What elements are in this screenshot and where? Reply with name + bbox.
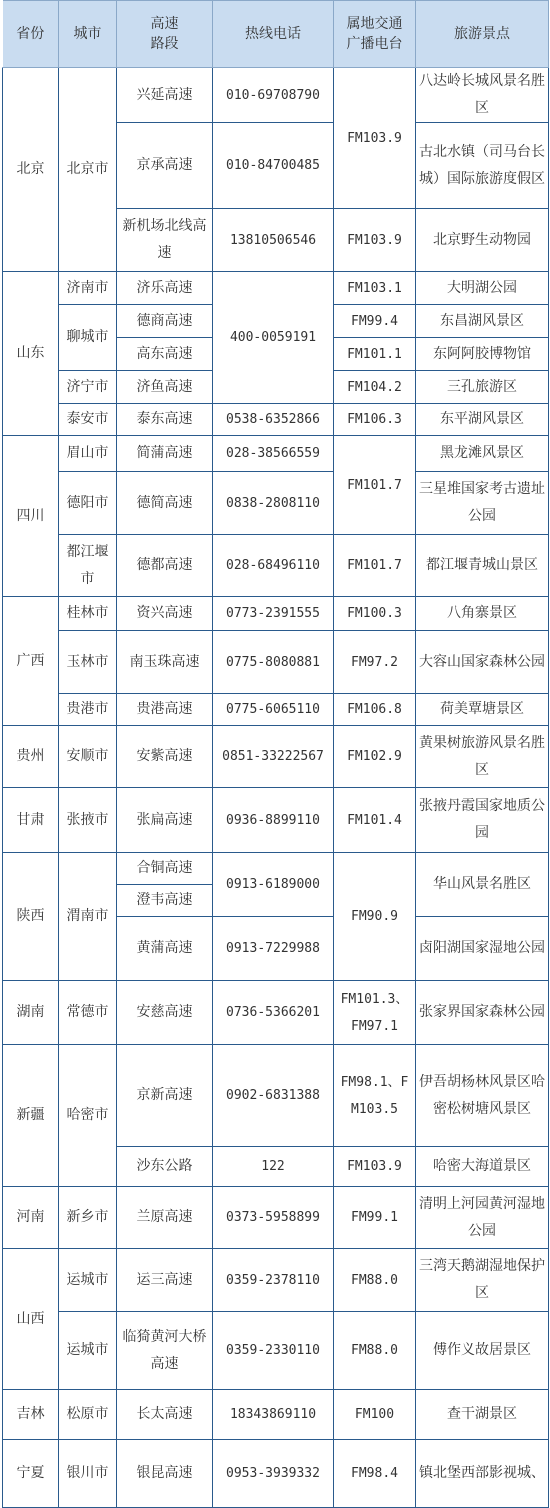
phone-cell: 0736-5366201: [213, 981, 334, 1045]
road-cell: 高东高速: [117, 338, 213, 371]
scenic-cell: 东平湖风景区: [416, 404, 549, 436]
phone-cell: 028-38566559: [213, 436, 334, 472]
radio-cell: FM103.9: [334, 68, 416, 209]
radio-cell: FM103.9: [334, 1147, 416, 1187]
radio-cell: FM103.1: [334, 272, 416, 305]
road-cell: 济乐高速: [117, 272, 213, 305]
scenic-cell: 八达岭长城风景名胜区: [416, 68, 549, 123]
road-cell: 泰东高速: [117, 404, 213, 436]
radio-cell: FM100.3: [334, 597, 416, 631]
scenic-cell: 傅作义故居景区: [416, 1312, 549, 1390]
scenic-cell: 都江堰青城山景区: [416, 535, 549, 597]
road-cell: 贵港高速: [117, 694, 213, 726]
table-row: [3, 1390, 549, 1440]
phone-cell: 0913-6189000: [213, 853, 334, 917]
radio-cell: FM88.0: [334, 1312, 416, 1390]
phone-cell: 400-0059191: [213, 272, 334, 404]
table-row: [3, 1440, 549, 1508]
road-cell: 安慈高速: [117, 981, 213, 1045]
city-cell: 运城市: [59, 1312, 117, 1390]
radio-cell: FM88.0: [334, 1249, 416, 1312]
radio-cell: FM101.7: [334, 436, 416, 535]
table-row: [3, 1312, 549, 1390]
province-cell: 北京: [3, 68, 59, 272]
radio-cell: FM106.3: [334, 404, 416, 436]
table-row: [3, 436, 549, 472]
phone-cell: 0902-6831388: [213, 1045, 334, 1147]
radio-cell: FM102.9: [334, 726, 416, 788]
table-row: [3, 1249, 549, 1312]
table-row: [3, 472, 549, 535]
scenic-cell: 查干湖景区: [416, 1390, 549, 1440]
radio-cell: FM101.4: [334, 788, 416, 853]
scenic-cell: 黑龙滩风景区: [416, 436, 549, 472]
city-cell: 常德市: [59, 981, 117, 1045]
city-cell: 都江堰市: [59, 535, 117, 597]
province-cell: 陕西: [3, 853, 59, 981]
province-cell: 吉林: [3, 1390, 59, 1440]
scenic-cell: 张家界国家森林公园: [416, 981, 549, 1045]
table-row: [3, 726, 549, 788]
road-cell: 安紫高速: [117, 726, 213, 788]
table-row: [3, 1187, 549, 1249]
province-cell: 贵州: [3, 726, 59, 788]
road-cell: 兰原高速: [117, 1187, 213, 1249]
road-cell: 长太高速: [117, 1390, 213, 1440]
road-cell: 德商高速: [117, 305, 213, 338]
scenic-cell: 伊吾胡杨林风景区哈密松树塘风景区: [416, 1045, 549, 1147]
radio-cell: FM101.3、FM97.1: [334, 981, 416, 1045]
table-row: [3, 1045, 549, 1147]
header-province: 省份: [3, 1, 59, 68]
city-cell: 新乡市: [59, 1187, 117, 1249]
road-cell: 新机场北线高速: [117, 209, 213, 272]
scenic-cell: 镇北堡西部影视城、: [416, 1440, 549, 1508]
scenic-cell: 八角寨景区: [416, 597, 549, 631]
city-cell: 安顺市: [59, 726, 117, 788]
table-row: [3, 597, 549, 631]
city-cell: 哈密市: [59, 1045, 117, 1187]
city-cell: 济宁市: [59, 371, 117, 404]
scenic-cell: 北京野生动物园: [416, 209, 549, 272]
radio-cell: FM90.9: [334, 853, 416, 981]
header-city: 城市: [59, 1, 117, 68]
radio-cell: FM100: [334, 1390, 416, 1440]
phone-cell: 18343869110: [213, 1390, 334, 1440]
radio-cell: FM103.9: [334, 209, 416, 272]
table-row: [3, 272, 549, 305]
city-cell: 贵港市: [59, 694, 117, 726]
table-row: [3, 981, 549, 1045]
radio-cell: FM101.1: [334, 338, 416, 371]
scenic-cell: 张掖丹霞国家地质公园: [416, 788, 549, 853]
radio-cell: FM99.4: [334, 305, 416, 338]
table-row: [3, 788, 549, 853]
phone-cell: 0538-6352866: [213, 404, 334, 436]
road-cell: 资兴高速: [117, 597, 213, 631]
province-cell: 山西: [3, 1249, 59, 1390]
phone-cell: 0913-7229988: [213, 917, 334, 981]
phone-cell: 0775-6065110: [213, 694, 334, 726]
province-cell: 新疆: [3, 1045, 59, 1187]
road-cell: 黄蒲高速: [117, 917, 213, 981]
province-cell: 甘肃: [3, 788, 59, 853]
city-cell: 德阳市: [59, 472, 117, 535]
province-cell: 河南: [3, 1187, 59, 1249]
road-cell: 临猗黄河大桥高速: [117, 1312, 213, 1390]
road-cell: 德简高速: [117, 472, 213, 535]
city-cell: 眉山市: [59, 436, 117, 472]
scenic-cell: 卤阳湖国家湿地公园: [416, 917, 549, 981]
city-cell: 济南市: [59, 272, 117, 305]
radio-cell: FM98.1、FM103.5: [334, 1045, 416, 1147]
road-cell: 简蒲高速: [117, 436, 213, 472]
city-cell: 聊城市: [59, 305, 117, 371]
road-cell: 沙东公路: [117, 1147, 213, 1187]
phone-cell: 0838-2808110: [213, 472, 334, 535]
city-cell: 渭南市: [59, 853, 117, 981]
road-cell: 南玉珠高速: [117, 631, 213, 694]
road-cell: 济鱼高速: [117, 371, 213, 404]
scenic-cell: 清明上河园黄河湿地公园: [416, 1187, 549, 1249]
scenic-cell: 三湾天鹅湖湿地保护区: [416, 1249, 549, 1312]
province-cell: 广西: [3, 597, 59, 726]
radio-cell: FM99.1: [334, 1187, 416, 1249]
table-header-row: [3, 1, 549, 68]
phone-cell: 0359-2378110: [213, 1249, 334, 1312]
radio-cell: FM101.7: [334, 535, 416, 597]
road-cell: 澄韦高速: [117, 885, 213, 917]
table-row: [3, 694, 549, 726]
table-row: [3, 631, 549, 694]
phone-cell: 0773-2391555: [213, 597, 334, 631]
scenic-cell: 荷美覃塘景区: [416, 694, 549, 726]
header-road: 高速 路段: [117, 1, 213, 68]
radio-cell: FM97.2: [334, 631, 416, 694]
radio-cell: FM106.8: [334, 694, 416, 726]
province-cell: 宁夏: [3, 1440, 59, 1508]
phone-cell: 0373-5958899: [213, 1187, 334, 1249]
city-cell: 张掖市: [59, 788, 117, 853]
province-cell: 山东: [3, 272, 59, 436]
scenic-cell: 大容山国家森林公园: [416, 631, 549, 694]
scenic-cell: 大明湖公园: [416, 272, 549, 305]
scenic-cell: 黄果树旅游风景名胜区: [416, 726, 549, 788]
scenic-cell: 古北水镇（司马台长城）国际旅游度假区: [416, 123, 549, 209]
radio-cell: FM98.4: [334, 1440, 416, 1508]
road-cell: 银昆高速: [117, 1440, 213, 1508]
city-cell: 北京市: [59, 68, 117, 272]
table-row: [3, 535, 549, 597]
radio-cell: FM104.2: [334, 371, 416, 404]
city-cell: 泰安市: [59, 404, 117, 436]
road-cell: 合铜高速: [117, 853, 213, 885]
city-cell: 运城市: [59, 1249, 117, 1312]
road-cell: 运三高速: [117, 1249, 213, 1312]
phone-cell: 0851-33222567: [213, 726, 334, 788]
province-cell: 四川: [3, 436, 59, 597]
phone-cell: 13810506546: [213, 209, 334, 272]
phone-cell: 0936-8899110: [213, 788, 334, 853]
scenic-cell: 哈密大海道景区: [416, 1147, 549, 1187]
road-cell: 德都高速: [117, 535, 213, 597]
road-cell: 京承高速: [117, 123, 213, 209]
province-cell: 湖南: [3, 981, 59, 1045]
scenic-cell: 华山风景名胜区: [416, 853, 549, 917]
road-cell: 张扁高速: [117, 788, 213, 853]
phone-cell: 010-69708790: [213, 68, 334, 123]
header-radio: 属地交通 广播电台: [334, 1, 416, 68]
road-cell: 兴延高速: [117, 68, 213, 123]
phone-cell: 028-68496110: [213, 535, 334, 597]
table-row: [3, 853, 549, 885]
city-cell: 桂林市: [59, 597, 117, 631]
table-row: [3, 404, 549, 436]
phone-cell: 122: [213, 1147, 334, 1187]
traffic-hotline-table: [2, 0, 549, 1508]
scenic-cell: 三星堆国家考古遗址公园: [416, 472, 549, 535]
phone-cell: 0359-2330110: [213, 1312, 334, 1390]
header-scenic: 旅游景点: [416, 1, 549, 68]
header-hotline: 热线电话: [213, 1, 334, 68]
table-row: [3, 68, 549, 123]
road-cell: 京新高速: [117, 1045, 213, 1147]
scenic-cell: 东阿阿胶博物馆: [416, 338, 549, 371]
city-cell: 银川市: [59, 1440, 117, 1508]
phone-cell: 0775-8080881: [213, 631, 334, 694]
scenic-cell: 三孔旅游区: [416, 371, 549, 404]
phone-cell: 010-84700485: [213, 123, 334, 209]
city-cell: 玉林市: [59, 631, 117, 694]
city-cell: 松原市: [59, 1390, 117, 1440]
scenic-cell: 东昌湖风景区: [416, 305, 549, 338]
phone-cell: 0953-3939332: [213, 1440, 334, 1508]
